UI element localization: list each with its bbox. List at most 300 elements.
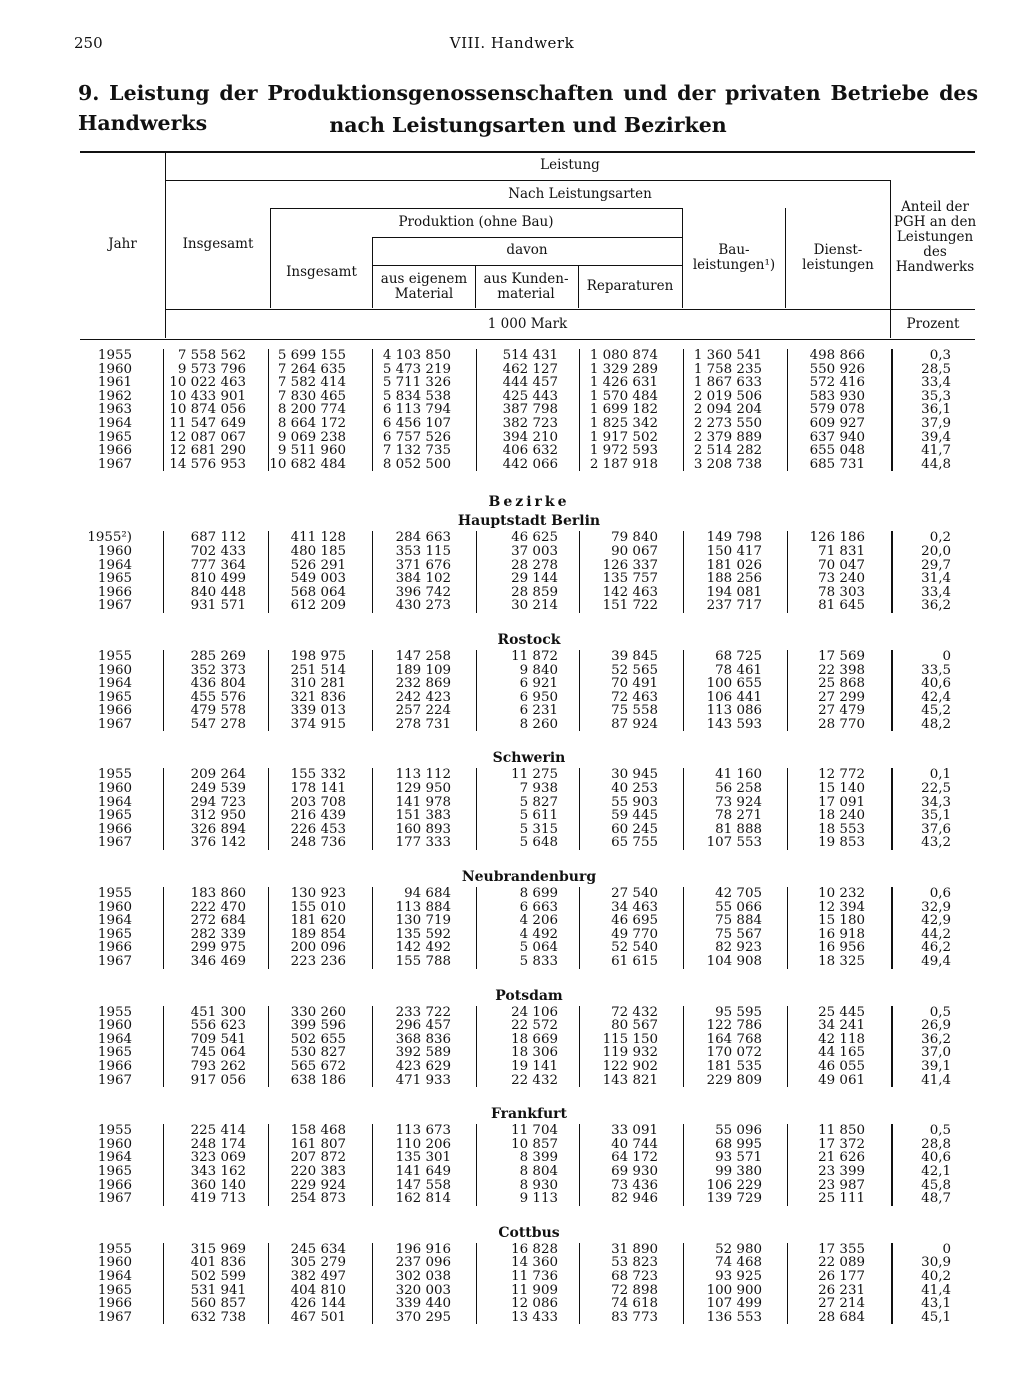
table-section <box>80 1224 978 1325</box>
year-cell: 1965 <box>97 926 132 942</box>
table-row <box>80 1179 978 1193</box>
value-cell: 83 773 <box>611 1309 658 1325</box>
value-cell: 78 461 <box>715 662 762 678</box>
header-hline <box>372 265 682 266</box>
value-cell: 40,6 <box>921 676 951 692</box>
value-cell: 56 258 <box>715 781 762 797</box>
value-cell: 181 026 <box>706 557 762 573</box>
section-title: Schwerin <box>492 750 566 767</box>
section-rows <box>80 1006 978 1088</box>
value-cell: 425 443 <box>502 388 558 404</box>
value-cell: 68 725 <box>715 648 762 664</box>
table-row <box>80 768 978 782</box>
table-row <box>80 1297 978 1311</box>
value-cell: 6 663 <box>519 899 558 915</box>
value-cell: 17 091 <box>818 794 865 810</box>
table-row <box>80 887 978 901</box>
table-row <box>80 531 978 545</box>
value-cell: 352 373 <box>190 662 246 678</box>
value-cell: 5 834 538 <box>382 388 451 404</box>
header-leistung: Leistung <box>540 157 600 173</box>
table-row <box>80 1284 978 1298</box>
value-cell: 39,4 <box>921 429 951 445</box>
table-row <box>80 363 978 377</box>
table-subtitle: nach Leistungsarten und Bezirken <box>329 113 727 137</box>
value-cell: 150 417 <box>706 543 762 559</box>
year-cell: 1960 <box>97 781 132 797</box>
year-cell: 1960 <box>97 1136 132 1152</box>
value-cell: 11 909 <box>511 1282 558 1298</box>
value-cell: 14 576 953 <box>169 456 246 472</box>
value-cell: 53 823 <box>611 1255 658 1271</box>
value-cell: 12 087 067 <box>169 429 246 445</box>
value-cell: 34 463 <box>611 899 658 915</box>
value-cell: 188 256 <box>706 571 762 587</box>
year-cell: 1967 <box>97 954 132 969</box>
value-cell: 8 664 172 <box>277 415 346 431</box>
value-cell: 13 433 <box>511 1309 558 1325</box>
value-cell: 11 547 649 <box>169 415 246 431</box>
value-cell: 7 558 562 <box>177 348 246 363</box>
value-cell: 15 140 <box>818 781 865 797</box>
value-cell: 0 <box>942 648 951 664</box>
value-cell: 155 010 <box>290 899 346 915</box>
value-cell: 22 398 <box>818 662 865 678</box>
value-cell: 0,5 <box>929 1123 951 1139</box>
year-cell: 1955 <box>97 886 132 902</box>
year-cell: 1967 <box>97 456 132 472</box>
value-cell: 65 755 <box>611 835 658 851</box>
value-cell: 72 463 <box>611 689 658 705</box>
header-hline <box>372 237 682 238</box>
year-cell: 1964 <box>97 676 132 692</box>
table-row <box>80 545 978 559</box>
year-cell: 1964 <box>97 1268 132 1284</box>
value-cell: 1 972 593 <box>589 443 658 459</box>
value-cell: 299 975 <box>190 940 246 956</box>
table-row <box>80 928 978 942</box>
header-hline <box>270 208 682 209</box>
value-cell: 43,1 <box>921 1296 951 1312</box>
value-cell: 110 206 <box>395 1136 451 1152</box>
value-cell: 209 264 <box>190 767 246 783</box>
year-cell: 1965 <box>97 429 132 445</box>
value-cell: 530 827 <box>290 1045 346 1061</box>
value-cell: 229 924 <box>290 1177 346 1193</box>
value-cell: 44,8 <box>921 456 951 472</box>
value-cell: 106 229 <box>706 1177 762 1193</box>
value-cell: 21 626 <box>818 1150 865 1166</box>
value-cell: 7 264 635 <box>277 361 346 377</box>
section-title: Frankfurt <box>490 1106 568 1123</box>
year-cell: 1960 <box>97 361 132 377</box>
value-cell: 5 833 <box>519 954 558 969</box>
value-cell: 135 592 <box>395 926 451 942</box>
header-reparaturen: Reparaturen <box>586 278 674 294</box>
value-cell: 28 859 <box>511 584 558 600</box>
table-section <box>80 868 978 969</box>
value-cell: 17 569 <box>818 648 865 664</box>
value-cell: 81 645 <box>818 598 865 614</box>
value-cell: 502 655 <box>290 1031 346 1047</box>
table-row <box>80 796 978 810</box>
value-cell: 326 894 <box>190 821 246 837</box>
value-cell: 198 975 <box>290 648 346 664</box>
value-cell: 655 048 <box>809 443 865 459</box>
header-vline <box>785 208 786 308</box>
value-cell: 442 066 <box>502 456 558 472</box>
value-cell: 22 572 <box>511 1018 558 1034</box>
value-cell: 10 232 <box>818 886 865 902</box>
year-cell: 1955 <box>97 348 132 363</box>
table-body <box>80 349 978 1324</box>
value-cell: 30 945 <box>611 767 658 783</box>
value-cell: 119 932 <box>602 1045 658 1061</box>
value-cell: 35,3 <box>921 388 951 404</box>
value-cell: 28,8 <box>921 1136 951 1152</box>
value-cell: 28 278 <box>511 557 558 573</box>
value-cell: 177 333 <box>395 835 451 851</box>
value-cell: 87 924 <box>611 716 658 732</box>
value-cell: 36,2 <box>921 1031 951 1047</box>
value-cell: 33,4 <box>921 375 951 391</box>
value-cell: 151 722 <box>602 598 658 614</box>
value-cell: 382 497 <box>290 1268 346 1284</box>
value-cell: 9 573 796 <box>177 361 246 377</box>
value-cell: 72 432 <box>611 1004 658 1020</box>
section-title: Potsdam <box>495 987 563 1004</box>
value-cell: 745 064 <box>190 1045 246 1061</box>
header-davon: davon <box>506 242 548 258</box>
value-cell: 5 648 <box>519 835 558 851</box>
value-cell: 4 492 <box>519 926 558 942</box>
value-cell: 232 869 <box>395 676 451 692</box>
value-cell: 216 439 <box>290 808 346 824</box>
value-cell: 80 567 <box>611 1018 658 1034</box>
year-cell: 1966 <box>97 1058 132 1074</box>
value-cell: 840 448 <box>190 584 246 600</box>
unit-prozent: Prozent <box>906 316 960 332</box>
value-cell: 22 089 <box>818 1255 865 1271</box>
header-vline <box>475 265 476 308</box>
value-cell: 43,2 <box>921 835 951 851</box>
value-cell: 18 553 <box>818 821 865 837</box>
value-cell: 436 804 <box>190 676 246 692</box>
year-cell: 1964 <box>97 794 132 810</box>
value-cell: 183 860 <box>190 886 246 902</box>
value-cell: 94 684 <box>404 886 451 902</box>
value-cell: 46,2 <box>921 940 951 956</box>
value-cell: 6 757 526 <box>382 429 451 445</box>
value-cell: 207 872 <box>290 1150 346 1166</box>
value-cell: 0,3 <box>929 348 951 363</box>
value-cell: 26,9 <box>921 1018 951 1034</box>
header-eigenes-material: aus eigenem Material <box>380 271 468 302</box>
value-cell: 579 078 <box>809 402 865 418</box>
value-cell: 451 300 <box>190 1004 246 1020</box>
value-cell: 93 925 <box>715 1268 762 1284</box>
section-title: Bezirke <box>488 494 570 511</box>
value-cell: 200 096 <box>290 940 346 956</box>
value-cell: 69 930 <box>611 1163 658 1179</box>
value-cell: 73 240 <box>818 571 865 587</box>
year-cell: 1961 <box>97 375 132 391</box>
table-row <box>80 599 978 613</box>
value-cell: 33 091 <box>611 1123 658 1139</box>
chapter-title: VIII. Handwerk <box>449 34 575 52</box>
value-cell: 33,5 <box>921 662 951 678</box>
value-cell: 394 210 <box>502 429 558 445</box>
value-cell: 78 303 <box>818 584 865 600</box>
value-cell: 917 056 <box>190 1072 246 1088</box>
header-vline <box>890 180 891 338</box>
value-cell: 19 853 <box>818 835 865 851</box>
value-cell: 135 757 <box>602 571 658 587</box>
value-cell: 49 770 <box>611 926 658 942</box>
value-cell: 39 845 <box>611 648 658 664</box>
value-cell: 113 112 <box>395 767 451 783</box>
table-row <box>80 1060 978 1074</box>
value-cell: 27 540 <box>611 886 658 902</box>
value-cell: 28 770 <box>818 716 865 732</box>
value-cell: 24 106 <box>511 1004 558 1020</box>
value-cell: 368 836 <box>395 1031 451 1047</box>
value-cell: 18 306 <box>511 1045 558 1061</box>
value-cell: 18 669 <box>511 1031 558 1047</box>
value-cell: 55 903 <box>611 794 658 810</box>
value-cell: 147 558 <box>395 1177 451 1193</box>
value-cell: 126 337 <box>602 557 658 573</box>
value-cell: 7 132 735 <box>382 443 451 459</box>
value-cell: 1 758 235 <box>693 361 762 377</box>
value-cell: 249 539 <box>190 781 246 797</box>
value-cell: 5 473 219 <box>382 361 451 377</box>
value-cell: 11 872 <box>511 648 558 664</box>
value-cell: 278 731 <box>395 716 451 732</box>
value-cell: 129 950 <box>395 781 451 797</box>
value-cell: 75 567 <box>715 926 762 942</box>
value-cell: 479 578 <box>190 703 246 719</box>
value-cell: 17 372 <box>818 1136 865 1152</box>
value-cell: 113 086 <box>706 703 762 719</box>
value-cell: 31,4 <box>921 571 951 587</box>
value-cell: 162 814 <box>395 1191 451 1207</box>
value-cell: 302 038 <box>395 1268 451 1284</box>
value-cell: 40 253 <box>611 781 658 797</box>
value-cell: 75 884 <box>715 913 762 929</box>
value-cell: 189 854 <box>290 926 346 942</box>
value-cell: 52 565 <box>611 662 658 678</box>
value-cell: 6 231 <box>519 703 558 719</box>
value-cell: 7 830 465 <box>277 388 346 404</box>
value-cell: 9 840 <box>519 662 558 678</box>
value-cell: 48,2 <box>921 716 951 732</box>
value-cell: 382 723 <box>502 415 558 431</box>
value-cell: 237 096 <box>395 1255 451 1271</box>
value-cell: 1 360 541 <box>693 348 762 363</box>
value-cell: 34,3 <box>921 794 951 810</box>
value-cell: 141 978 <box>395 794 451 810</box>
year-cell: 1955 <box>97 767 132 783</box>
table-row <box>80 677 978 691</box>
value-cell: 29 144 <box>511 571 558 587</box>
header-jahr: Jahr <box>108 236 137 252</box>
top-rule <box>80 151 975 153</box>
value-cell: 1 080 874 <box>589 348 658 363</box>
value-cell: 312 950 <box>190 808 246 824</box>
table-row <box>80 704 978 718</box>
value-cell: 374 915 <box>290 716 346 732</box>
value-cell: 502 599 <box>190 1268 246 1284</box>
year-cell: 1964 <box>97 557 132 573</box>
value-cell: 29,7 <box>921 557 951 573</box>
table-row <box>80 782 978 796</box>
value-cell: 2 273 550 <box>693 415 762 431</box>
section-rows <box>80 1124 978 1206</box>
section-subtitle: Hauptstadt Berlin <box>457 513 601 530</box>
value-cell: 46 695 <box>611 913 658 929</box>
value-cell: 632 738 <box>190 1309 246 1325</box>
value-cell: 702 433 <box>190 543 246 559</box>
table-row <box>80 431 978 445</box>
year-cell: 1966 <box>97 703 132 719</box>
year-cell: 1967 <box>97 1072 132 1088</box>
year-cell: 1967 <box>97 835 132 851</box>
value-cell: 158 468 <box>290 1123 346 1139</box>
value-cell: 346 469 <box>190 954 246 969</box>
value-cell: 12 086 <box>511 1296 558 1312</box>
value-cell: 353 115 <box>395 543 451 559</box>
table-row <box>80 1165 978 1179</box>
value-cell: 28,5 <box>921 361 951 377</box>
value-cell: 17 355 <box>818 1241 865 1257</box>
table-row <box>80 809 978 823</box>
year-cell: 1960 <box>97 899 132 915</box>
table-row <box>80 823 978 837</box>
value-cell: 100 655 <box>706 676 762 692</box>
table-row <box>80 691 978 705</box>
value-cell: 41,7 <box>921 443 951 459</box>
value-cell: 49,4 <box>921 954 951 969</box>
value-cell: 4 103 850 <box>382 348 451 363</box>
value-cell: 68 995 <box>715 1136 762 1152</box>
year-cell: 1966 <box>97 1177 132 1193</box>
value-cell: 5 699 155 <box>277 348 346 363</box>
value-cell: 14 360 <box>511 1255 558 1271</box>
value-cell: 1 426 631 <box>589 375 658 391</box>
section-rows <box>80 768 978 850</box>
value-cell: 31 890 <box>611 1241 658 1257</box>
value-cell: 360 140 <box>190 1177 246 1193</box>
value-cell: 5 611 <box>519 808 558 824</box>
value-cell: 40,2 <box>921 1268 951 1284</box>
table-row <box>80 941 978 955</box>
year-cell: 1965 <box>97 808 132 824</box>
table-row <box>80 1046 978 1060</box>
header-insgesamt: Insgesamt <box>182 236 254 252</box>
value-cell: 25 445 <box>818 1004 865 1020</box>
year-cell: 1955 <box>97 1004 132 1020</box>
value-cell: 23 987 <box>818 1177 865 1193</box>
value-cell: 310 281 <box>290 676 346 692</box>
value-cell: 52 980 <box>715 1241 762 1257</box>
value-cell: 25 111 <box>818 1191 865 1207</box>
value-cell: 6 113 794 <box>382 402 451 418</box>
value-cell: 44 165 <box>818 1045 865 1061</box>
value-cell: 612 209 <box>290 598 346 614</box>
value-cell: 6 950 <box>519 689 558 705</box>
value-cell: 22,5 <box>921 781 951 797</box>
value-cell: 2 094 204 <box>693 402 762 418</box>
value-cell: 39,1 <box>921 1058 951 1074</box>
table-title: 9. Leistung der Produktionsgenossenschaften und der privaten Betriebe des Handwerks <box>78 81 978 135</box>
table-section <box>80 349 978 471</box>
value-cell: 181 620 <box>290 913 346 929</box>
value-cell: 46 055 <box>818 1058 865 1074</box>
value-cell: 709 541 <box>190 1031 246 1047</box>
year-cell: 1967 <box>97 598 132 614</box>
value-cell: 60 245 <box>611 821 658 837</box>
value-cell: 467 501 <box>290 1309 346 1325</box>
value-cell: 0,2 <box>929 530 951 546</box>
value-cell: 170 072 <box>706 1045 762 1061</box>
value-cell: 547 278 <box>190 716 246 732</box>
table-row <box>80 349 978 363</box>
value-cell: 74 468 <box>715 1255 762 1271</box>
value-cell: 161 807 <box>290 1136 346 1152</box>
value-cell: 142 492 <box>395 940 451 956</box>
table-section <box>80 987 978 1088</box>
year-cell: 1966 <box>97 940 132 956</box>
year-cell: 1966 <box>97 1296 132 1312</box>
value-cell: 55 096 <box>715 1123 762 1139</box>
value-cell: 423 629 <box>395 1058 451 1074</box>
value-cell: 100 900 <box>706 1282 762 1298</box>
value-cell: 55 066 <box>715 899 762 915</box>
value-cell: 136 553 <box>706 1309 762 1325</box>
value-cell: 18 240 <box>818 808 865 824</box>
value-cell: 248 736 <box>290 835 346 851</box>
value-cell: 583 930 <box>809 388 865 404</box>
value-cell: 392 589 <box>395 1045 451 1061</box>
value-cell: 64 172 <box>611 1150 658 1166</box>
table-row <box>80 1019 978 1033</box>
value-cell: 471 933 <box>395 1072 451 1088</box>
value-cell: 142 463 <box>602 584 658 600</box>
value-cell: 41 160 <box>715 767 762 783</box>
value-cell: 59 445 <box>611 808 658 824</box>
table-row <box>80 376 978 390</box>
value-cell: 793 262 <box>190 1058 246 1074</box>
value-cell: 106 441 <box>706 689 762 705</box>
value-cell: 155 332 <box>290 767 346 783</box>
value-cell: 371 676 <box>395 557 451 573</box>
value-cell: 8 930 <box>519 1177 558 1193</box>
value-cell: 568 064 <box>290 584 346 600</box>
value-cell: 122 786 <box>706 1018 762 1034</box>
value-cell: 572 416 <box>809 375 865 391</box>
value-cell: 339 440 <box>395 1296 451 1312</box>
page-number: 250 <box>74 34 103 52</box>
header-dienstleistungen: Dienst-leistungen <box>802 242 874 273</box>
value-cell: 810 499 <box>190 571 246 587</box>
value-cell: 237 717 <box>706 598 762 614</box>
value-cell: 135 301 <box>395 1150 451 1166</box>
table-row <box>80 1311 978 1325</box>
value-cell: 99 380 <box>715 1163 762 1179</box>
value-cell: 229 809 <box>706 1072 762 1088</box>
header-nach-leistungsarten: Nach Leistungsarten <box>508 186 652 202</box>
